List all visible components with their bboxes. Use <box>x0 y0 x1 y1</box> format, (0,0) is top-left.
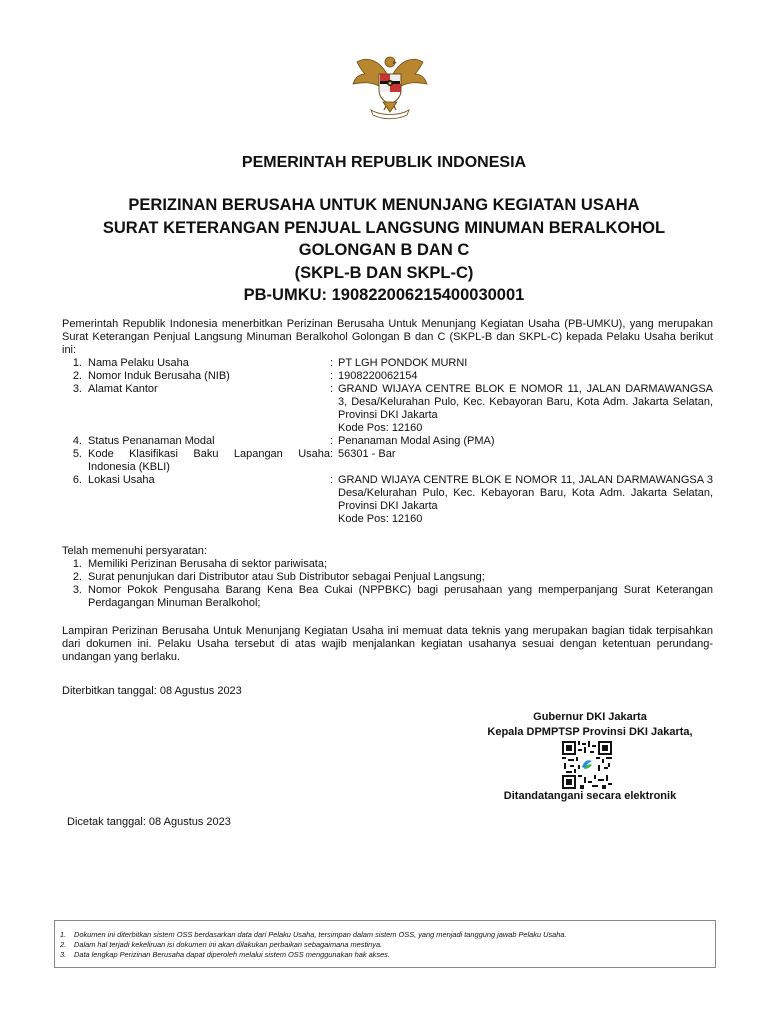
signatory-line: Gubernur DKI Jakarta <box>533 711 647 723</box>
business-details-list <box>62 357 713 526</box>
detail-number: 5. <box>72 448 82 460</box>
detail-number: 3. <box>72 383 82 395</box>
detail-row-investment-status: 4. Status Penanaman Modal : Penanaman Modal Asing (PMA) <box>62 435 713 448</box>
qr-code-icon <box>562 741 612 789</box>
electronic-signature-note: Ditandatangani secara elektronik <box>503 790 677 802</box>
title-line: (SKPL-B DAN SKPL-C) <box>294 263 474 282</box>
item-number: 2. <box>72 571 82 583</box>
printed-date: Dicetak tanggal: 08 Agustus 2023 <box>67 816 231 828</box>
detail-value: 56301 - Bar <box>338 448 396 460</box>
government-heading: PEMERINTAH REPUBLIK INDONESIA <box>241 154 527 171</box>
attachment-note: Lampiran Perizinan Berusaha Untuk Menunjang Kegiatan Usaha ini memuat data teknis yang merupakan bagian tidak terpisahkan dari dokumen ini. Pelaku Usaha tersebut di atas wajib menjalankan kegiatan usahanya sesuai dengan ketentuan perundang-undangan yang berlaku. <box>62 625 713 663</box>
footnote-item <box>60 950 710 960</box>
detail-label: Status Penanaman Modal <box>88 435 215 447</box>
detail-value: 1908220062154 <box>338 370 418 382</box>
detail-label: Alamat Kantor <box>88 383 158 395</box>
title-line: GOLONGAN B DAN C <box>298 241 470 259</box>
footnote-text: Dalam hal terjadi kekeliruan isi dokumen ini akan dilakukan perbaikan sebagaimana mestinya. <box>74 940 383 949</box>
requirements-list <box>62 558 713 610</box>
item-number: 3. <box>72 584 82 596</box>
list-item <box>62 584 713 610</box>
list-item <box>62 558 713 571</box>
postal-code: Kode Pos: 12160 <box>338 422 423 434</box>
footnote-text: Data lengkap Perizinan Berusaha dapat diperoleh melalui sistem OSS menggunakan hak akses. <box>74 950 390 959</box>
item-text: Nomor Pokok Pengusaha Barang Kena Bea Cukai (NPPBKC) bagi perusahaan yang memperpanjang Surat Keterangan Perdagangan Minuman Beralkohol; <box>88 584 713 609</box>
footnote-text: Dokumen ini diterbitkan sistem OSS berdasarkan data dari Pelaku Usaha, tersimpan dalam sistem OSS, yang menjadi tanggung jawab Pelaku Usaha. <box>74 930 567 939</box>
issued-date: Diterbitkan tanggal: 08 Agustus 2023 <box>62 685 242 697</box>
detail-label: Nomor Induk Berusaha (NIB) <box>88 370 230 382</box>
garuda-emblem-icon <box>349 52 431 122</box>
detail-label: Kode Klasifikasi Baku Lapangan Usaha Indonesia (KBLI) <box>88 448 330 473</box>
footnote-item <box>60 930 710 940</box>
postal-code: Kode Pos: 12160 <box>338 513 423 525</box>
detail-number: 2. <box>72 370 82 382</box>
detail-number: 6. <box>72 474 82 486</box>
detail-label: Nama Pelaku Usaha <box>88 357 189 369</box>
document-title <box>60 194 708 307</box>
footnote-item <box>60 940 710 950</box>
footnote-number: 1. <box>60 930 67 939</box>
detail-value: Penanaman Modal Asing (PMA) <box>338 435 495 447</box>
signatory-title <box>470 710 710 740</box>
detail-value: PT LGH PONDOK MURNI <box>338 357 468 369</box>
detail-value: GRAND WIJAYA CENTRE BLOK E NOMOR 11, JALAN DARMAWANGSA 3, Desa/Kelurahan Pulo, Kec. Kebayoran Baru, Kota Adm. Jakarta Selatan, Provinsi DKI Jakarta <box>338 383 713 421</box>
title-line: PERIZINAN BERUSAHA UNTUK MENUNJANG KEGIATAN USAHA <box>128 196 640 214</box>
item-number: 1. <box>72 558 82 570</box>
detail-label: Lokasi Usaha <box>88 474 155 486</box>
detail-row-kbli: 5. Kode Klasifikasi Baku Lapangan Usaha Indonesia (KBLI) : 56301 - Bar <box>62 448 713 474</box>
list-item <box>62 571 713 584</box>
detail-row-business-location: 6. Lokasi Usaha : GRAND WIJAYA CENTRE BLOK E NOMOR 11, JALAN DARMAWANGSA 3 Desa/Kelurahan Pulo, Kec. Kebayoran Baru, Kota Adm. Jakarta Selatan, Provinsi DKI Jakarta Kode Pos: 12160 <box>62 474 713 526</box>
detail-number: 1. <box>72 357 82 369</box>
item-text: Surat penunjukan dari Distributor atau Sub Distributor sebagai Penjual Langsung; <box>88 571 485 583</box>
detail-value: GRAND WIJAYA CENTRE BLOK E NOMOR 11, JALAN DARMAWANGSA 3 Desa/Kelurahan Pulo, Kec. Kebayoran Baru, Kota Adm. Jakarta Selatan, Provinsi DKI Jakarta <box>338 474 713 512</box>
intro-paragraph: Pemerintah Republik Indonesia menerbitkan Perizinan Berusaha Untuk Menunjang Kegiatan Usaha (PB-UMKU), yang merupakan Surat Keterangan Penjual Langsung Minuman Beralkohol Golongan B dan C (SKPL-B dan SKPL-C) kepada Pelaku Usaha berikut ini: <box>62 318 713 356</box>
signatory-line: Kepala DPMPTSP Provinsi DKI Jakarta, <box>487 726 693 738</box>
detail-row-name: 1. Nama Pelaku Usaha : PT LGH PONDOK MURNI <box>62 357 713 370</box>
title-line: SURAT KETERANGAN PENJUAL LANGSUNG MINUMAN BERALKOHOL <box>102 218 666 237</box>
pb-umku-number: PB-UMKU: 190822006215400030001 <box>243 286 525 304</box>
item-text: Memiliki Perizinan Berusaha di sektor pariwisata; <box>88 558 328 570</box>
footnote-number: 2. <box>60 940 67 949</box>
footnotes <box>60 930 710 960</box>
detail-row-nib: 2. Nomor Induk Berusaha (NIB) : 1908220062154 <box>62 370 713 383</box>
detail-number: 4. <box>72 435 82 447</box>
footnote-number: 3. <box>60 950 67 959</box>
requirements-intro: Telah memenuhi persyaratan: <box>62 545 207 557</box>
detail-row-office-address: 3. Alamat Kantor : GRAND WIJAYA CENTRE BLOK E NOMOR 11, JALAN DARMAWANGSA 3, Desa/Kelurahan Pulo, Kec. Kebayoran Baru, Kota Adm. Jakarta Selatan, Provinsi DKI Jakarta Kode Pos: 12160 <box>62 383 713 435</box>
